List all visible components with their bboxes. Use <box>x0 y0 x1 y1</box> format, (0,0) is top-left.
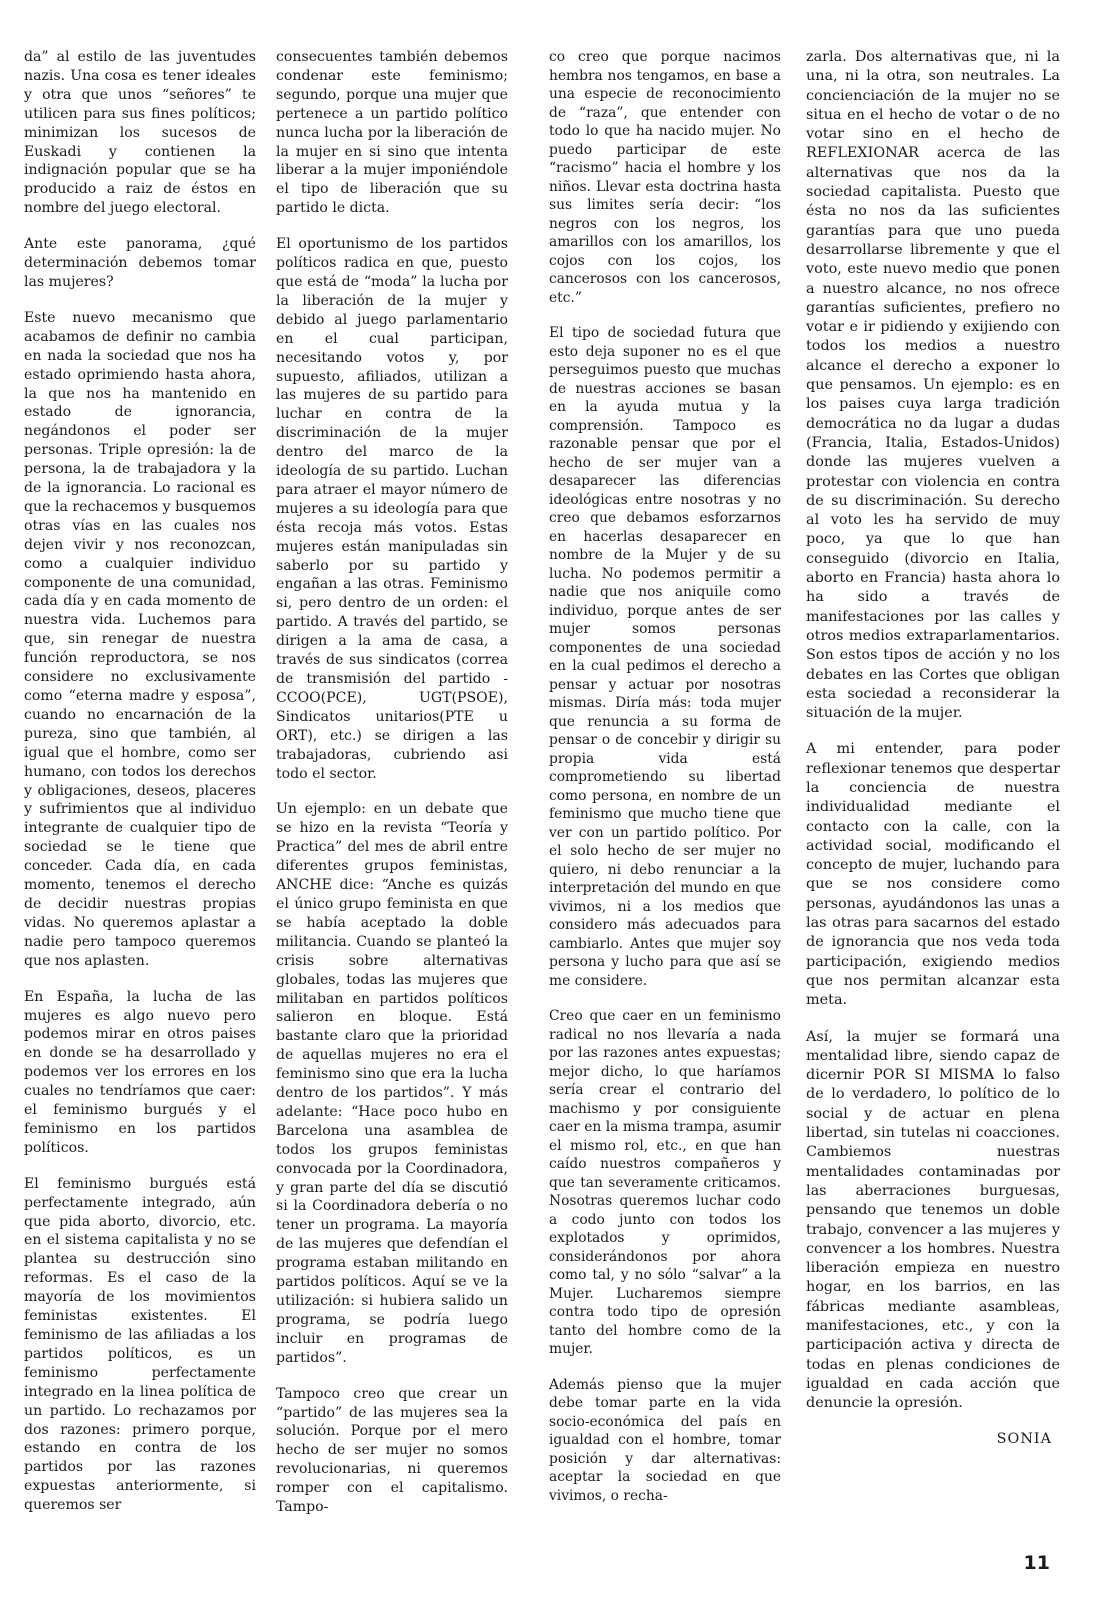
paragraph: co creo que porque nacimos hembra nos tengamos, en base a una especie de reconocimiento de “raza”, que entender con todo lo que ha nacido mujer. No puedo participar de este “racismo” hacia el hombre y los niños. Llevar esta doctrina hasta sus limites sería decir: “los negros con los negros, los amarillos con los amarillos, los cojos con los cojos, los cancerosos con los cancerosos, etc.” <box>549 49 781 306</box>
text-column-3 <box>549 48 781 1522</box>
paragraph: consecuentes también debemos condenar este feminismo; segundo, porque una mujer que pertenece a un partido político nunca lucha por la liberación de la mujer en si sino que intenta liberar a la mujer imponiéndole el tipo de liberación que su partido le dicta. <box>276 49 508 217</box>
text-column-4 <box>806 48 1060 1467</box>
paragraph: zarla. Dos alternativas que, ni la una, ni la otra, son neutrales. La concienciación de la mujer no se situa en el hecho de votar o de no votar sino en el hecho de REFLEXIONAR acerca de las alternativas que nos da la sociedad capitalista. Puesto que ésta no nos da las suficientes garantías para que uno pueda desarrollarse libremente y que el voto, este nuevo medio que ponen a nuestro alcance, no nos ofrece garantías suficientes, prefiero no votar e ir pidiendo y exijiendo con todos los medios a nuestro alcance el derecho a exponer lo que pensamos. Un ejemplo: es en los paises cuya larga tradición democrática no da lugar a dudas (Francia, Italia, Estados-Unidos) donde las mujeres vuelven a protestar con violencia en contra de su discriminación. Su derecho al voto les ha servido de muy poco, ya que lo que han conseguido (divorcio en Italia, aborto en Francia) hasta ahora lo ha sido a través de manifestaciones por las calles y otros medios extraparlamentarios. Son estos tipos de acción y no los debates en las Cortes que obligan esta sociedad a reconsiderar la situación de la mujer. <box>806 49 1060 722</box>
paragraph: Creo que caer en un feminismo radical no nos llevaría a nada por las razones antes expuestas; mejor dicho, lo que haríamos sería crear el contrario del machismo y por consiguiente caer en la misma trampa, asumir el mismo rol, etc., en que han caído nuestros compañeros y que tan severamente criticamos. Nosotras queremos luchar codo a codo junto con todos los explotados y oprimidos, considerándonos por ahora como tal, y no sólo “salvar” a la Mujer. Lucharemos siempre contra todo tipo de opresión tanto del hombre como de la mujer. <box>549 1008 781 1357</box>
paragraph: El tipo de sociedad futura que esto deja suponer no es el que perseguimos puesto que muchas de nuestras acciones se basan en la ayuda mutua y la comprensión. Tampoco es razonable pensar que por el hecho de ser mujer van a desaparecer las diferencias ideológicas entre nosotras y no creo que debamos esforzarnos en hacerlas desaparecer en nombre de la Mujer y de su lucha. No podemos permitir a nadie que nos aniquile como individuo, porque antes de ser mujer somos personas componentes de una sociedad en la cual pedimos el derecho a pensar y actuar por nosotras mismas. Diría más: toda mujer que renuncia a su forma de pensar o de concebir y dirigir su propia vida está comprometiendo su libertad como persona, en nombre de un feminismo que mucho tiene que ver con un partido político. Por el solo hecho de ser mujer no quiero, ni debo renunciar a la interpretación del mundo en que vivimos, ni a los medios que considero más adecuados para cambiarlo. Antes que mujer soy persona y lucho para que así se me considere. <box>549 325 781 989</box>
paragraph: da” al estilo de las juventudes nazis. Una cosa es tener ideales y otra que unos “señores” te utilicen para sus fines políticos; minimizan los sucesos de Euskadi y contienen la indignación popular que se ha producido a raiz de éstos en nombre del juego electoral. <box>24 49 256 217</box>
page-number: 11 <box>1023 1552 1050 1574</box>
paragraph: El feminismo burgués está perfectamente integrado, aún que pida aborto, divorcio, etc. en el sistema capitalista y no se plantea su destrucción sino reformas. Es el caso de la mayoría de los movimientos feministas existentes. El feminismo de las afiliadas a los partidos políticos, es un feminismo perfectamente integrado en la linea política de un partido. Lo rechazamos por dos razones: primero porque, estando en contra de los partidos por las razones expuestas anteriormente, si queremos ser <box>24 1175 256 1514</box>
text-column-1 <box>24 48 256 1532</box>
paragraph: A mi entender, para poder reflexionar tenemos que despertar la conciencia de nuestra individualidad mediante el contacto con la calle, con la actividad social, modificando el concepto de mujer, luchando para que se nos considere como personas, ayudándonos las unas a las otras para sacarnos del estado de ignorancia que nos veda toda participación, exigiendo medios que nos permitan alcanzar esta meta. <box>806 741 1060 1009</box>
paragraph: Ante este panorama, ¿qué determinación debemos tomar las mujeres? <box>24 236 256 290</box>
paragraph: Este nuevo mecanismo que acabamos de definir no cambia en nada la sociedad que nos ha estado oprimiendo hasta ahora, la que nos ha mantenido en estado de ignorancia, negándonos el poder ser personas. Triple opresión: la de persona, la de trabajadora y la de la ignorancia. Lo racional es que la rechacemos y busquemos otras vías en las cuales nos dejen vivir y nos reconozcan, como a cualquier individuo componente de una comunidad, cada día y en cada momento de nuestra vida. Luchemos para que, sin renegar de nuestra función reproductora, se nos considere no exclusivamente como “eterna madre y esposa”, cuando no encarnación de la pureza, sino que también, al igual que el hombre, como ser humano, con todos los derechos y obligaciones, deseos, placeres y sufrimientos que al individuo integrante de cualquier tipo de sociedad se le tiene que conceder. Cada día, en cada momento, tenemos el derecho de decidir nuestras propias vidas. No queremos aplastar a nadie pero tampoco queremos que nos aplasten. <box>24 309 256 969</box>
paragraph: En España, la lucha de las mujeres es algo nuevo pero podemos mirar en otros paises en donde se ha desarrollado y podemos ver los errores en los cuales no tendríamos que caer: el feminismo burgués y el feminismo en los partidos políticos. <box>24 988 256 1156</box>
author-signature: SONIA <box>996 1431 1052 1448</box>
paragraph: Un ejemplo: en un debate que se hizo en la revista “Teoría y Practica” del mes de abril entre diferentes grupos feministas, ANCHE dice: “Anche es quizás el único grupo feminista en que se había aceptado la doble militancia. Cuando se planteó la crisis sobre alternativas globales, todas las mujeres que militaban en partidos políticos salieron en bloque. Está bastante claro que la prioridad de aquellas mujeres no era el feminismo sino que era la lucha dentro de los partidos”. Y más adelante: “Hace poco hubo en Barcelona una asamblea de todos los grupos feministas convocada por la Coordinadora, y gran parte del día se discutió si la Coordinadora debería o no tener un programa. La mayoría de las mujeres que defendían el programa estaban militando en partidos políticos. Aquí se ve la utilización: si hubiera salido un programa, se podría luego incluir en programas de partidos”. <box>276 801 508 1366</box>
paragraph: Además pienso que la mujer debe tomar parte en la vida socio-económica del país en igualdad con el hombre, tomar posición y dar alternativas: aceptar la sociedad en que vivimos, o recha- <box>549 1376 781 1504</box>
paragraph: El oportunismo de los partidos políticos radica en que, puesto que está de “moda” la lucha por la liberación de la mujer y debido al juego parlamentario en el cual participan, necesitando votos y, por supuesto, afiliados, utilizan a las mujeres de su partido para luchar en contra de la discriminación de la mujer dentro del marco de la ideología de su partido. Luchan para atraer el mayor número de mujeres a su ideología para que ésta recoja más votos. Estas mujeres están manipuladas sin saberlo por su partido y engañan a las otras. Feminismo si, pero dentro de un orden: el partido. A través del partido, se dirigen a la ama de casa, a través de sus sindicatos (correa de transmisión del partido - CCOO(PCE), UGT(PSOE), Sindicatos unitarios(PTE u ORT), etc.) se dirigen a las trabajadoras, cubriendo asi todo el sector. <box>276 236 508 782</box>
text-column-2 <box>276 48 508 1534</box>
paragraph: Tampoco creo que crear un “partido” de las mujeres sea la solución. Porque por el mero hecho de ser mujer no somos revolucionarias, ni queremos romper con el capitalismo. Tampo- <box>276 1385 508 1516</box>
paragraph: Así, la mujer se formará una mentalidad libre, siendo capaz de dicernir POR SI MISMA lo falso de lo verdadero, lo político de lo social y de actuar en plena libertad, sin tutelas ni coacciones. Cambiemos nuestras mentalidades contaminadas por las aberraciones burguesas, pensando que tenemos un doble trabajo, convencer a las mujeres y convencer a los hombres. Nuestra liberación empieza en nuestro hogar, en los barrios, en las fábricas mediante asambleas, manifestaciones, etc., y con la participación activa y directa de todas en plenas condiciones de igualdad en cada acción que denuncie la opresión. <box>806 1028 1060 1412</box>
